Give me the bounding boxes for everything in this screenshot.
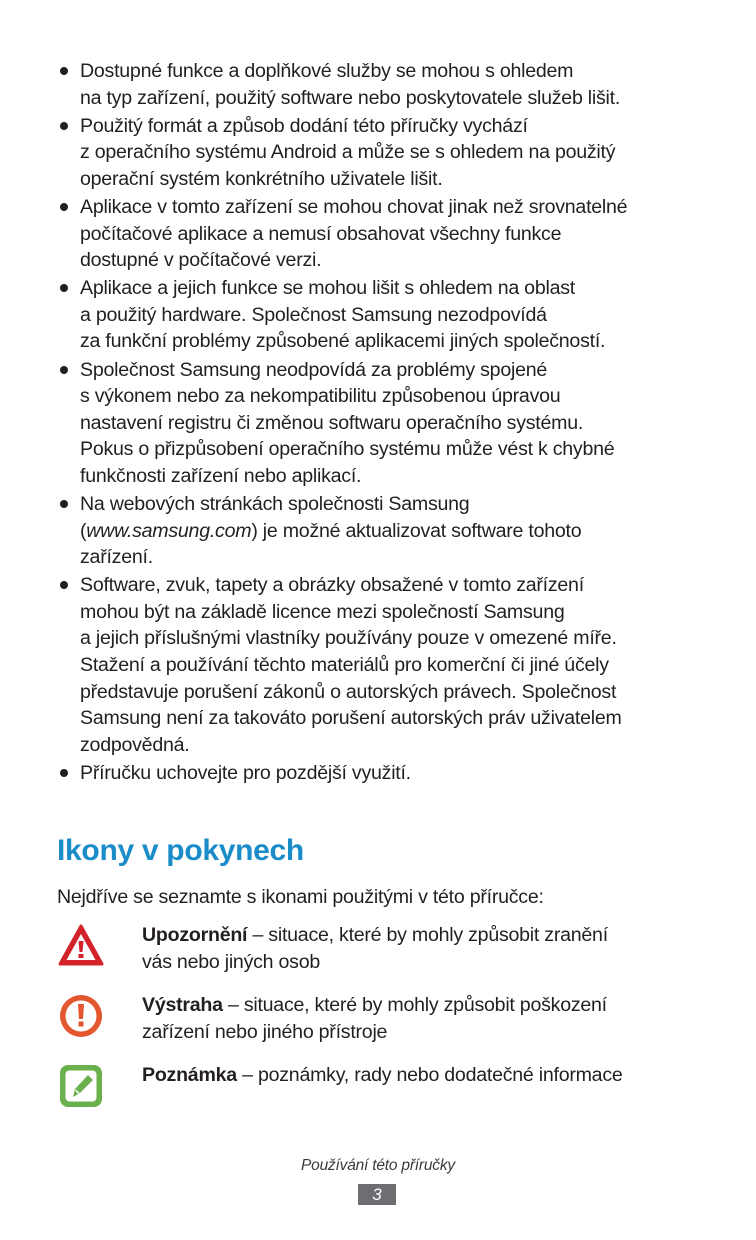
text-line: Společnost Samsung neodpovídá za problémy spojené bbox=[80, 358, 548, 381]
text-line: z operačního systému Android a může se s ohledem na použitý bbox=[80, 141, 616, 164]
section-heading: Ikony v pokynech bbox=[57, 834, 304, 867]
text-line: Aplikace v tomto zařízení se mohou chovat jinak než srovnatelné bbox=[80, 195, 628, 218]
text-line: dostupné v počítačové verzi. bbox=[80, 249, 322, 272]
legend-term: Výstraha bbox=[142, 994, 223, 1016]
legend-desc: – poznámky, rady nebo dodatečné informace bbox=[236, 1064, 623, 1086]
text-line: a použitý hardware. Společnost Samsung nezodpovídá bbox=[80, 303, 547, 326]
list-item bbox=[57, 491, 717, 571]
text-line: operační systém konkrétního uživatele lišit. bbox=[80, 167, 443, 190]
list-item bbox=[57, 760, 717, 787]
icon-legend-text bbox=[142, 1062, 623, 1089]
samsung-website-link[interactable]: www.samsung.com bbox=[86, 519, 252, 542]
text-line: zodpovědná. bbox=[80, 733, 190, 756]
text-line: zařízení. bbox=[80, 546, 153, 569]
icon-legend-text bbox=[142, 992, 607, 1046]
list-item bbox=[57, 194, 717, 274]
caution-circle-icon bbox=[57, 992, 105, 1040]
text-line: nastavení registru či změnou softwaru operačního systému. bbox=[80, 411, 584, 434]
text-line: Stažení a používání těchto materiálů pro komerční či jiné účely bbox=[80, 654, 609, 677]
paren-open: ( bbox=[80, 519, 87, 542]
text-line: představuje porušení zákonů o autorských právech. Společnost bbox=[80, 680, 617, 703]
text-line: funkčnosti zařízení nebo aplikací. bbox=[80, 464, 362, 487]
legend-desc: – situace, které by mohly způsobit poškození bbox=[222, 994, 607, 1016]
icon-legend-text bbox=[142, 922, 608, 976]
text-line: Aplikace a jejich funkce se mohou lišit s ohledem na oblast bbox=[80, 277, 575, 300]
text-line: Samsung není za takováto porušení autorských práv uživatelem bbox=[80, 707, 622, 730]
text-line: Dostupné funkce a doplňkové služby se mohou s ohledem bbox=[80, 60, 574, 82]
page-number: 3 bbox=[358, 1184, 396, 1205]
footer-section-title: Používání této příručky bbox=[301, 1157, 455, 1174]
legend-desc: – situace, které by mohly způsobit zranění bbox=[247, 924, 608, 946]
text-line: mohou být na základě licence mezi společností Samsung bbox=[80, 600, 565, 623]
legend-line: vás nebo jiných osob bbox=[142, 951, 320, 973]
text-line: na typ zařízení, použitý software nebo poskytovatele služeb lišit. bbox=[80, 86, 621, 109]
list-item bbox=[57, 357, 717, 490]
text-line: s výkonem nebo za nekompatibilitu způsobenou úpravou bbox=[80, 385, 561, 408]
list-item bbox=[57, 58, 717, 111]
warning-triangle-icon bbox=[57, 922, 105, 970]
text-line: za funkční problémy způsobené aplikacemi jiných společností. bbox=[80, 330, 606, 353]
section-intro: Nejdříve se seznamte s ikonami použitými v této příručce: bbox=[57, 886, 544, 908]
text-line: a jejich příslušnými vlastníky používány pouze v omezené míře. bbox=[80, 627, 617, 650]
text-line: Na webových stránkách společnosti Samsung bbox=[80, 493, 470, 515]
note-pencil-icon bbox=[57, 1062, 105, 1110]
text-line bbox=[80, 518, 717, 545]
text-line: Použitý formát a způsob dodání této příručky vychází bbox=[80, 114, 528, 137]
website-text: ) je možné aktualizovat software tohoto bbox=[251, 519, 582, 542]
legend-line bbox=[142, 922, 608, 949]
text-line: Software, zvuk, tapety a obrázky obsažené v tomto zařízení bbox=[80, 574, 584, 597]
list-item bbox=[57, 572, 717, 758]
legend-term: Poznámka bbox=[142, 1064, 237, 1086]
legend-line: zařízení nebo jiného přístroje bbox=[142, 1021, 388, 1043]
list-item bbox=[57, 275, 717, 355]
legend-line bbox=[142, 992, 607, 1019]
legend-term: Upozornění bbox=[142, 924, 248, 946]
legend-line bbox=[142, 1062, 623, 1089]
text-line: počítačové aplikace a nemusí obsahovat všechny funkce bbox=[80, 222, 562, 245]
text-line: Pokus o přizpůsobení operačního systému může vést k chybné bbox=[80, 438, 615, 461]
bullet-list bbox=[57, 58, 717, 788]
list-item bbox=[57, 113, 717, 193]
text-line: Příručku uchovejte pro pozdější využití. bbox=[80, 761, 411, 784]
